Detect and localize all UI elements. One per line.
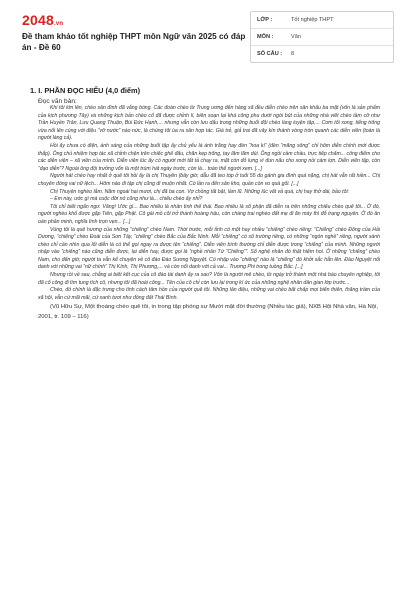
passage-paragraph: Khi tôi lớn lên, chèo sân đình đã vắng bóng. Các đoàn chèo từ Trung ương đến hàng xã đều diễn chèo trên sân khấu ba mặt (vốn là sản phẩm của kịch phương Tây) và những kịch bản chèo cổ đã được chỉnh lí, biên soạn lại khá công phu dưới ngòi bút của những nhà viết chèo tầm cỡ như Trần Huyền Trân, Lưu Quang Thuận, Bùi Đức Hạnh,... nhưng vẫn còn lưu dấu trong những buổi đội chèo làng luyện tập,... Cơm tối xong, tiếng trống vừa nổi lên cùng với điệu “vỡ nước” nào nức, là chúng tôi ùa ra sân hợp tác. Giá trẻ, giả trai đã vây kín thành vòng tròn quanh các diễn viên (toàn là người làng cả). — [38, 105, 380, 142]
passage-paragraph: Tôi chỉ biết ngẩn ngơ. Vâng! Ước gì... Bao nhiêu là nhân tình thế thái. Bao nhiêu là số phận đã diễn ra trên những chiếu chèo quê tôi... Ở đó, người nghèo khổ được gặp Tiên, gặp Phật. Cô gái mồ côi trở thành hoàng hậu, còn chàng trai nghèo đất mẹ đi ăn mày thì đỗ trạng nguyên. Ở đó ân oán phân minh, nghĩa tình trọn vẹn... [...] — [38, 203, 380, 225]
meta-value: Tốt nghiệp THPT — [291, 17, 334, 23]
reading-intro: Đọc văn bản: — [38, 98, 77, 105]
meta-key: MÔN : — [257, 34, 274, 40]
passage-paragraph: Nhưng rồi về sau, chẳng ai biết kết cục của cô đào tài danh ấy ra sao? Vốn là người mê chèo, từ ngày trở thành một nhà báo chuyên nghiệp, tôi đã cố công đi tìm tung tích cô, nhưng tôi đã hoài công... Tên của cô chỉ còn lưu lại trong kí ức của những nghệ nhân dân gian lớp trước... — [38, 272, 380, 286]
passage-paragraph: Hồi ấy chưa có điện, ánh sáng của những buổi tập ấy chủ yếu là ánh trăng hay đèn “hoa kì” (đèn “măng sông” chỉ hôm diễn chính mới được thắp). Ông chủ nhiệm hợp tác xã chỉnh chện trên chiếc ghế đẩu, chăn kẹp trống, tay lăm lăm dùi. Ông ngồi cầm chầu, trực tiếp chấm... công điểm cho các diễn viên – xã viên của mình. Diễn viên lúc ấy có người mới tất tả chạy ra, mặt còn đỏ lựng vì đun nấu cho xong nồi cám lợn. Diễn viên tập, còn “đạo diễn”? Ngoài ông đội trưởng vốn là một trùm hát ngày trước, còn là... toàn thể người xem. [...] — [38, 142, 380, 172]
passage-paragraph: Vùng tôi là quê hương của những “chiếng” chèo Nam. Thời trước, mỗi tỉnh có một hay nhiều “chiếng” chèo riêng: “Chiếng” chèo Đông của Hải Dương, “chiếng” chèo Đoài của Sơn Tây, “chiếng” chèo Bắc của Bắc Ninh. Mỗi “chiếng” có số trường riêng, có những “ngón nghề” riêng, người sành chèo chỉ cần nhìn qua lối diễn là có thể gọi ngay ra được tên “chiếng”. Diễn viên bình thường chỉ diễn được trong “chiếng” của mình. Những người nhập vào “chiếng” nào cũng diễn được, lại diễn hay, được gọi là “nghề nhân Tứ “Chiếng””. Số nghệ nhân đó thật hiếm hoi. Ở những “chiếng” chèo Nam, cho đến giờ, người ta vẫn kể chuyện về cô đào Đào Sương Nguyệt. Có nhập vào “chiếng” nào là “chiếng” đó khởi sắc hẳn lên. Đào Nguyệt nổi danh với những vai “nữ chính” Thị Kính, Thị Phương,... và còn nổi danh với cả vai... Trương Phi trong tuồng Bắc. [...] — [38, 226, 380, 271]
passage-paragraph: Chị Thuyên nghèo lắm. Năm ngoái hai mươi, chị đã ba con. Vợ chồng tất bật, làm lũ. Những lúc vất vả quá, chị hay thở dài, bảo tôi: — [50, 188, 350, 195]
brand-suffix: .vn — [53, 21, 64, 27]
meta-row-class — [251, 12, 393, 29]
passage-paragraph: Người hát chèo hay nhất ở quê tôi hồi ấy là chị Thuyên (bây giờ, dẫu đã teo tóp ở tuổi 55 do gánh gia đình quá nặng, chị hát vẫn rất hiền... Chị chuyên đóng vai nữ lệch... Hôm nào đi tập chị cũng đi muộn nhất. Có lần ra đến sân kho, quần còn vo quá gối. [...] — [38, 173, 380, 187]
meta-row-subject — [251, 29, 393, 46]
passage-paragraph: – Em này, ước gì mà cuộc đời nó cũng như là... chiếu chèo ấy nhỉ? — [50, 196, 203, 203]
reading-section — [24, 86, 380, 322]
page-title: Đề tham khảo tốt nghiệp THPT môn Ngữ văn 2025 có đáp án - Đề 60 — [22, 32, 246, 52]
meta-value: 8 — [291, 51, 295, 57]
passage-paragraph: Chèo, đó chính là đặc trưng cho tính cách tâm hồn của người quê tôi. Những lân điệu, những vai chèo bất chấp mọi biến thiên, thăng trầm của xã hội, vẫn cứ mãi mãi, cứ xanh tươi như đồng đất Thái Bình. — [38, 287, 380, 301]
brand-logo[interactable] — [22, 12, 63, 28]
meta-value: Văn — [291, 34, 301, 40]
brand-main: 2048 — [22, 12, 54, 28]
passage-source: (Vũ Hữu Sự, Một thoáng chèo quê tôi, in trong tập phóng sự Mười mặt đời thường (Nhiều tác giả), NXB Hội Nhà văn, Hà Nội, 2001, tr. 109 – 116) — [38, 304, 378, 320]
meta-row-question-count — [251, 46, 393, 62]
meta-key: LỚP : — [257, 17, 273, 23]
section-title: 1. I. PHẦN ĐỌC HIỂU (4,0 điểm) — [30, 86, 141, 95]
page-header — [0, 0, 400, 66]
meta-key: SỐ CÂU : — [257, 51, 283, 57]
meta-table — [250, 11, 394, 63]
